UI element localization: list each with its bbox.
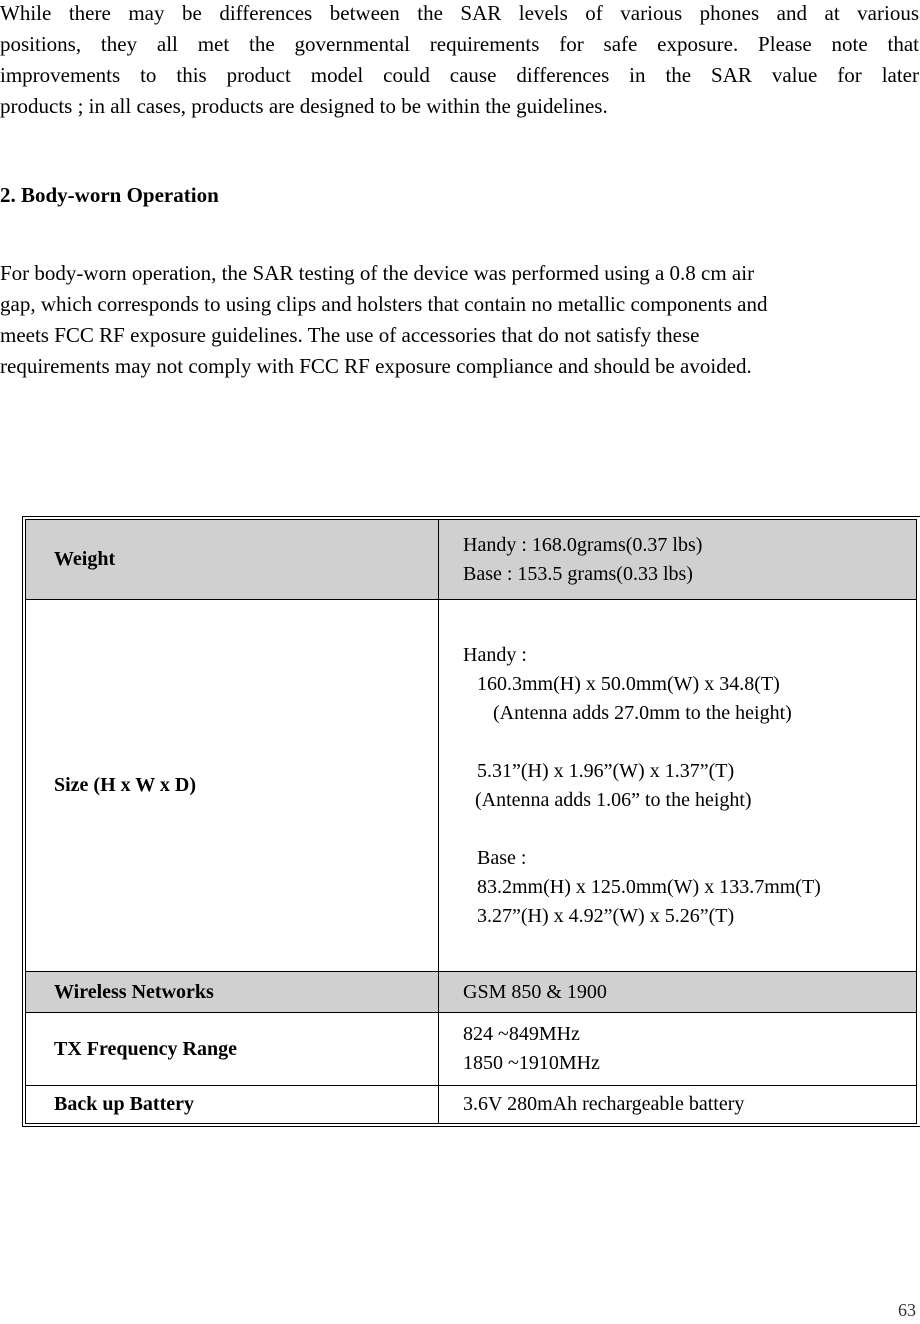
battery-value: 3.6V 280mAh rechargeable battery [439, 1086, 917, 1124]
table-row-tx [26, 1013, 917, 1086]
tx-value [439, 1013, 917, 1086]
size-handy-mm-note: (Antenna adds 27.0mm to the height) [493, 701, 792, 724]
page-number: 63 [898, 1300, 916, 1320]
size-handy-label: Handy : [463, 643, 527, 666]
section-heading: 2. Body-worn Operation [0, 183, 219, 207]
body-line: For body-worn operation, the SAR testing of the device was performed using a 0.8 cm air [0, 261, 755, 285]
intro-line: products ; in all cases, products are designed to be within the guidelines. [0, 94, 608, 118]
intro-line: positions, they all met the governmental requirements for safe exposure. Please note that [0, 32, 919, 56]
tx-label: TX Frequency Range [26, 1013, 439, 1086]
weight-handy: Handy : 168.0grams(0.37 lbs) [463, 533, 703, 556]
size-label: Size (H x W x D) [26, 600, 439, 972]
size-handy-mm: 160.3mm(H) x 50.0mm(W) x 34.8(T) [477, 672, 780, 695]
body-line: requirements may not comply with FCC RF exposure compliance and should be avoided. [0, 354, 752, 378]
weight-base: Base : 153.5 grams(0.33 lbs) [463, 562, 693, 585]
table-row-size [26, 600, 917, 972]
body-paragraph [0, 258, 768, 382]
size-base-in: 3.27”(H) x 4.92”(W) x 5.26”(T) [477, 904, 735, 927]
wireless-value: GSM 850 & 1900 [439, 972, 917, 1013]
size-handy-in: 5.31”(H) x 1.96”(W) x 1.37”(T) [477, 759, 735, 782]
battery-label: Back up Battery [26, 1086, 439, 1124]
intro-paragraph [0, 0, 919, 122]
size-value [439, 600, 917, 972]
body-line: gap, which corresponds to using clips and holsters that contain no metallic components and [0, 292, 768, 316]
table-row-wireless [26, 972, 917, 1013]
table-row-weight [26, 520, 917, 600]
weight-value [439, 520, 917, 600]
body-line: meets FCC RF exposure guidelines. The use of accessories that do not satisfy these [0, 323, 700, 347]
spec-table [22, 516, 920, 1127]
wireless-label: Wireless Networks [26, 972, 439, 1013]
intro-line: improvements to this product model could cause differences in the SAR value for later [0, 63, 919, 87]
size-base-label: Base : [477, 846, 527, 869]
tx-range-1900: 1850 ~1910MHz [463, 1052, 600, 1074]
tx-range-850: 824 ~849MHz [463, 1023, 580, 1045]
weight-label: Weight [26, 520, 439, 600]
size-base-mm: 83.2mm(H) x 125.0mm(W) x 133.7mm(T) [477, 875, 821, 898]
intro-line: While there may be differences between the SAR levels of various phones and at various [0, 1, 919, 25]
size-handy-in-note: (Antenna adds 1.06” to the height) [475, 788, 752, 811]
table-row-battery [26, 1086, 917, 1124]
